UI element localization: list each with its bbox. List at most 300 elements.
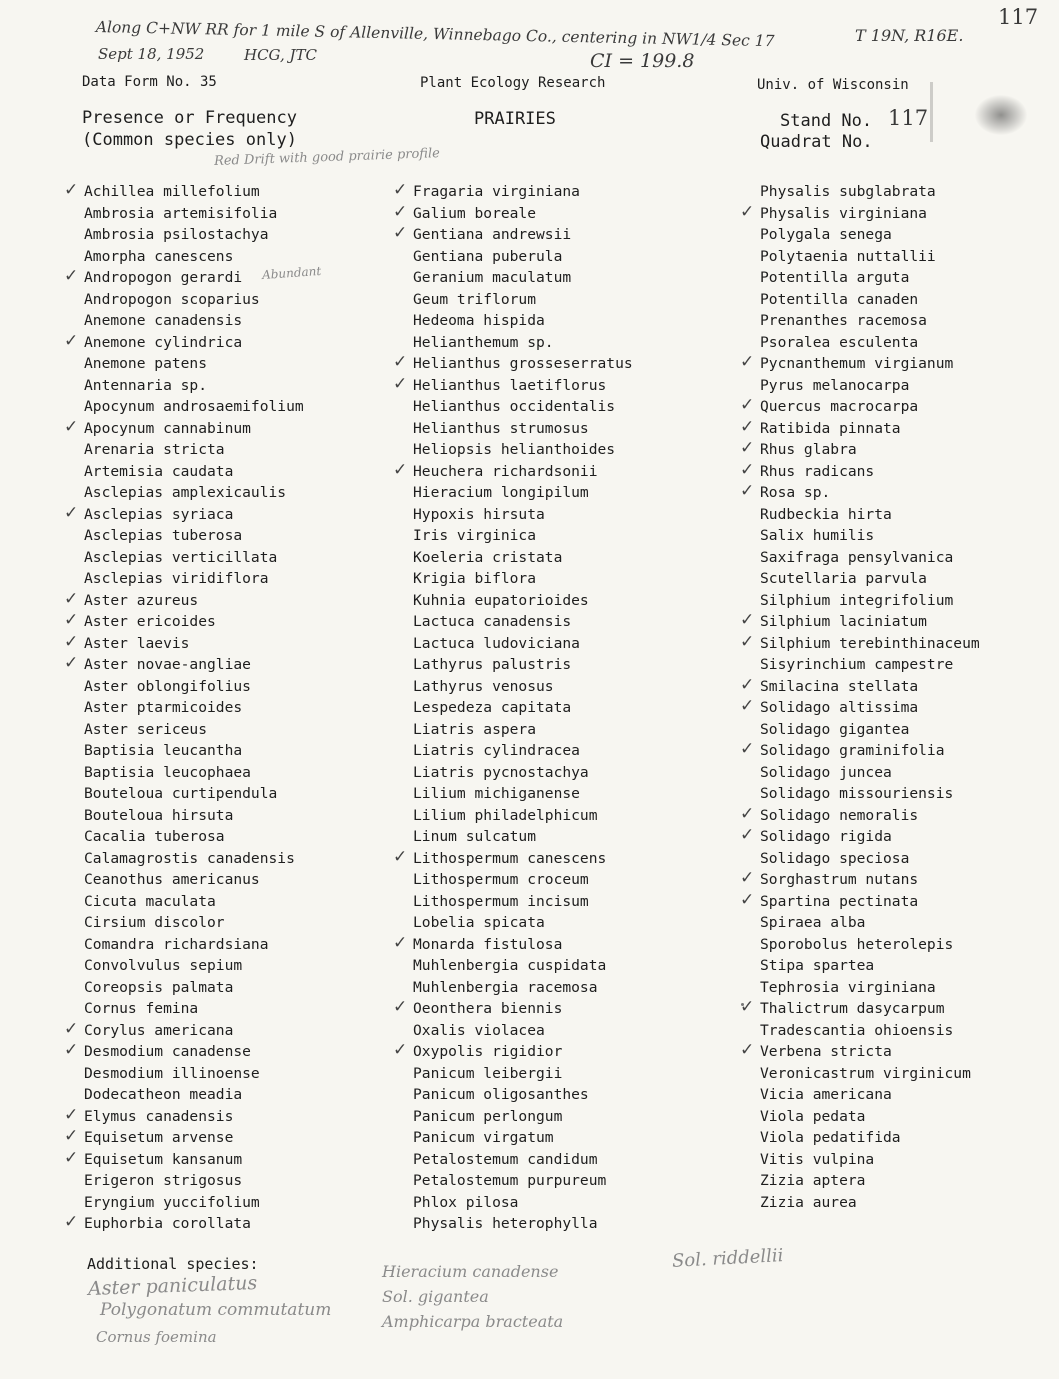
species-row (413, 740, 633, 762)
species-row (740, 696, 980, 719)
species-column-1 (64, 180, 304, 1235)
species-name: Aster azureus (84, 591, 199, 609)
check-mark-icon: ✓ (740, 395, 755, 415)
check-mark-icon: ✓ (64, 610, 79, 630)
check-mark-icon: ✓ (740, 825, 755, 845)
margin-mark (930, 82, 933, 142)
check-mark-icon: ✓ (393, 459, 408, 480)
check-mark-icon: ✓ (64, 416, 79, 437)
species-name: Kuhnia eupatorioides (413, 591, 589, 609)
species-name: Anemone patens (84, 355, 208, 372)
species-name: Ambrosia psilostachya (84, 226, 269, 243)
species-row (740, 416, 980, 440)
ci-note: CI = 199.8 (590, 50, 695, 72)
check-mark-icon: ✓ (740, 1040, 755, 1060)
additional-species-3: Cornus foemina (96, 1328, 217, 1346)
check-mark-icon: ✓ (393, 997, 408, 1017)
species-name: Spartina pectinata (760, 892, 919, 910)
species-name: Lithospermum croceum (413, 871, 589, 888)
species-name: Koeleria cristata (413, 548, 563, 566)
species-name: Psoralea esculenta (760, 333, 919, 351)
check-mark-icon: ✓ (393, 180, 408, 200)
species-name: Anemone cylindrica (84, 333, 243, 351)
species-row (413, 504, 633, 526)
species-row (413, 590, 633, 612)
species-row (760, 1063, 980, 1085)
species-row (64, 1126, 304, 1149)
species-name: Veronicastrum virginicum (760, 1064, 971, 1082)
township-note: T 19N, R16E. (855, 26, 964, 45)
species-row (740, 631, 980, 655)
species-name: Lilium philadelphicum (413, 806, 598, 824)
species-name: Silphium integrifolium (760, 591, 954, 609)
species-row (413, 289, 633, 311)
species-name: Solidago speciosa (760, 849, 910, 867)
species-name: Lactuca ludoviciana (413, 634, 580, 652)
species-row (740, 610, 980, 633)
species-row (64, 653, 304, 676)
species-name: Prenanthes racemosa (760, 312, 927, 329)
species-row (413, 762, 633, 784)
species-row (413, 783, 633, 805)
species-name: Erigeron strigosus (84, 1172, 243, 1189)
species-name: Helianthus strumosus (413, 419, 589, 437)
species-row (413, 418, 633, 440)
species-name: Smilacina stellata (760, 677, 919, 695)
species-name: Potentilla canaden (760, 290, 919, 308)
species-column-2 (393, 180, 633, 1235)
species-name: Lithospermum canescens (413, 849, 607, 867)
species-row (84, 568, 304, 590)
species-row (84, 246, 304, 268)
species-row (64, 1104, 304, 1128)
species-row (413, 1213, 633, 1235)
check-mark-icon: ✓ (64, 1147, 79, 1168)
species-row (760, 955, 980, 977)
species-name: Aster laevis (84, 634, 190, 652)
species-row (64, 1147, 304, 1171)
species-name: Solidago juncea (760, 763, 892, 781)
species-row (84, 547, 304, 569)
species-row (413, 547, 633, 569)
species-row (760, 1192, 980, 1214)
additional-species-6: Amphicarpa bracteata (382, 1312, 564, 1331)
species-name: Heuchera richardsonii (413, 462, 598, 480)
species-row (413, 310, 633, 332)
species-name: Coreopsis palmata (84, 978, 234, 996)
species-row (84, 869, 304, 891)
species-row (760, 912, 980, 934)
species-row (413, 396, 633, 418)
species-name: Ceanothus americanus (84, 871, 260, 888)
species-name: Zizia aptera (760, 1172, 866, 1189)
location-note: Along C+NW RR for 1 mile S of Allenville, Winnebago Co., centering in NW1/4 Sec 17 (95, 18, 775, 51)
species-row (393, 201, 633, 225)
species-name: Cicuta maculata (84, 892, 216, 910)
species-row (84, 912, 304, 934)
species-row (64, 631, 304, 655)
page-number: 117 (998, 5, 1039, 29)
species-row (740, 803, 980, 827)
species-name: Comandra richardsiana (84, 935, 269, 953)
species-name: Panicum virgatum (413, 1129, 554, 1146)
species-row (393, 932, 633, 956)
species-row (413, 482, 633, 504)
species-row (740, 868, 980, 891)
species-name: Solidago rigida (760, 828, 892, 845)
species-name: Solidago gigantea (760, 720, 910, 738)
species-row (84, 1063, 304, 1085)
species-row (393, 373, 633, 397)
species-row (760, 246, 980, 268)
species-name: Polytaenia nuttallii (760, 247, 936, 265)
check-mark-icon: ✓ (393, 352, 408, 372)
species-name: Helianthemum sp. (413, 333, 554, 351)
check-mark-icon: ✓ (740, 481, 755, 501)
species-row (413, 568, 633, 590)
species-row (740, 352, 980, 375)
species-name: Equisetum kansanum (84, 1150, 243, 1168)
species-name: Apocynum androsaemifolium (84, 398, 304, 415)
species-row (84, 762, 304, 784)
date-note: Sept 18, 1952 (98, 45, 205, 63)
species-row (84, 353, 304, 375)
species-row (413, 1127, 633, 1149)
species-row (64, 588, 304, 612)
species-row (84, 848, 304, 870)
check-mark-icon: ✓ (740, 416, 755, 437)
species-name: Antennaria sp. (84, 376, 208, 394)
check-mark-icon: ✓ (740, 997, 755, 1017)
additional-label: Additional species: (87, 1255, 259, 1273)
species-row (760, 289, 980, 311)
species-name: Artemisia caudata (84, 462, 234, 480)
species-row (413, 955, 633, 977)
species-row (64, 1212, 304, 1235)
species-name: Gentiana andrewsii (413, 226, 572, 243)
species-name: Petalostemum candidum (413, 1150, 598, 1168)
species-name: Cacalia tuberosa (84, 828, 225, 845)
species-row (413, 633, 633, 655)
species-row (760, 934, 980, 956)
species-row (393, 1040, 633, 1063)
check-mark-icon: ✓ (64, 1126, 79, 1146)
species-name: Aster ericoides (84, 613, 216, 630)
species-name: Thalictrum dasycarpum (760, 1000, 945, 1017)
species-name: Oeonthera biennis (413, 1000, 563, 1017)
check-mark-icon: ✓ (740, 739, 755, 759)
species-row (760, 332, 980, 354)
species-name: Vitis vulpina (760, 1150, 875, 1168)
species-name: Anemone canadensis (84, 312, 243, 329)
species-name: Pycnanthemum virgianum (760, 355, 954, 372)
species-row (740, 201, 980, 225)
species-row (740, 739, 980, 762)
species-name: Cirsium discolor (84, 914, 225, 931)
org-label: Plant Ecology Research (420, 75, 606, 91)
species-name: Gentiana puberula (413, 247, 563, 265)
species-row (84, 1084, 304, 1106)
species-name: Potentilla arguta (760, 269, 910, 286)
species-row (740, 395, 980, 418)
species-row (84, 1170, 304, 1192)
species-name: Rosa sp. (760, 484, 831, 501)
species-row (740, 889, 980, 913)
species-row (740, 438, 980, 461)
species-row (740, 459, 980, 483)
species-row (760, 547, 980, 569)
check-mark-icon: ✓ (740, 889, 755, 910)
species-row (413, 1084, 633, 1106)
species-row (84, 805, 304, 827)
species-name: Polygala senega (760, 226, 892, 243)
check-mark-icon: ✓ (393, 1040, 408, 1060)
species-name: Verbena stricta (760, 1043, 892, 1060)
check-mark-icon: ✓ (393, 223, 408, 243)
species-name: Muhlenbergia racemosa (413, 978, 598, 996)
species-name: Galium boreale (413, 204, 537, 222)
species-name: Panicum perlongum (413, 1107, 563, 1125)
species-row (760, 783, 980, 805)
additional-species-2: Polygonatum commutatum (100, 1300, 332, 1320)
species-name: Quercus macrocarpa (760, 398, 919, 415)
species-row (413, 654, 633, 676)
species-row (760, 977, 980, 999)
species-row (393, 459, 633, 483)
check-mark-icon: ✓ (64, 1040, 79, 1060)
species-name: Sorghastrum nutans (760, 871, 919, 888)
species-row (84, 375, 304, 397)
species-name: Equisetum arvense (84, 1129, 234, 1146)
species-row (393, 180, 633, 203)
check-mark-icon: ✓ (64, 266, 79, 286)
presence-line-2: (Common species only) (82, 130, 297, 150)
check-mark-icon: ✓ (740, 201, 755, 222)
species-row (413, 1149, 633, 1171)
species-name: Helianthus grosseserratus (413, 355, 633, 372)
check-mark-icon: ✓ (64, 1104, 79, 1125)
species-name: Solidago graminifolia (760, 742, 945, 759)
species-name: Iris virginica (413, 527, 537, 544)
species-name: Ambrosia artemisifolia (84, 204, 278, 222)
species-name: Aster oblongifolius (84, 677, 251, 695)
check-mark-icon: ✓ (740, 868, 755, 888)
species-row (760, 1170, 980, 1192)
species-name: Rhus glabra (760, 441, 857, 458)
species-row (393, 997, 633, 1020)
species-row (64, 330, 304, 354)
species-row (84, 955, 304, 977)
species-name: Linum sulcatum (413, 828, 537, 845)
check-mark-icon: ✓ (740, 696, 755, 716)
check-mark-icon: ✓ (64, 653, 79, 673)
species-row (84, 676, 304, 698)
species-row (413, 1170, 633, 1192)
species-name: Asclepias viridiflora (84, 570, 269, 587)
species-row (760, 1084, 980, 1106)
species-name: Silphium terebinthinaceum (760, 634, 980, 652)
species-row (413, 439, 633, 461)
species-name: Phlox pilosa (413, 1193, 519, 1211)
species-name: Asclepias verticillata (84, 548, 278, 566)
species-name: Heliopsis helianthoides (413, 441, 616, 458)
check-mark-icon: ✓ (740, 352, 755, 372)
species-row (740, 997, 980, 1020)
species-name: Solidago altissima (760, 699, 919, 716)
check-mark-icon: ✓ (64, 588, 79, 609)
species-name: Geranium maculatum (413, 269, 572, 286)
species-row (760, 654, 980, 676)
species-row (413, 891, 633, 913)
univ-label: Univ. of Wisconsin (757, 77, 909, 93)
species-row (84, 783, 304, 805)
abundant-note: Abundant (261, 263, 322, 283)
species-row (84, 719, 304, 741)
presence-line-1: Presence or Frequency (82, 108, 297, 128)
species-row (760, 1127, 980, 1149)
species-row (84, 310, 304, 332)
species-name: Physalis heterophylla (413, 1215, 598, 1232)
species-row (413, 1192, 633, 1214)
species-row (760, 719, 980, 741)
species-name: Sisyrinchium campestre (760, 656, 954, 673)
species-name: Lilium michiganense (413, 785, 580, 802)
species-row (760, 568, 980, 590)
species-row (413, 805, 633, 827)
species-row (413, 826, 633, 848)
species-row (84, 482, 304, 504)
species-row (84, 203, 304, 225)
species-name: Lithospermum incisum (413, 892, 589, 910)
species-row (64, 416, 304, 440)
check-mark-icon: ✓ (393, 201, 408, 222)
species-row (84, 998, 304, 1020)
species-row (413, 869, 633, 891)
species-name: Rhus radicans (760, 462, 875, 480)
species-row (413, 267, 633, 289)
species-name: Tephrosia virginiana (760, 978, 936, 996)
species-name: Aster novae-angliae (84, 656, 251, 673)
species-row (760, 762, 980, 784)
species-name: Apocynum cannabinum (84, 419, 251, 437)
species-row (413, 1063, 633, 1085)
species-name: Hypoxis hirsuta (413, 505, 545, 523)
additional-species-1: Aster paniculatus (87, 1272, 258, 1300)
species-row (84, 396, 304, 418)
check-mark-icon: ✓ (740, 438, 755, 458)
check-mark-icon: ✓ (740, 631, 755, 652)
species-name: Physalis subglabrata (760, 183, 936, 200)
species-name: Hedeoma hispida (413, 312, 545, 329)
additional-species-5: Sol. gigantea (382, 1287, 489, 1306)
species-row (84, 740, 304, 762)
species-row (413, 1020, 633, 1042)
species-name: Aster ptarmicoides (84, 699, 243, 716)
species-row (413, 912, 633, 934)
species-row (740, 1040, 980, 1063)
species-row (64, 180, 304, 203)
species-row (413, 1106, 633, 1128)
species-row (64, 266, 304, 289)
species-row (760, 181, 980, 203)
species-name: Monarda fistulosa (413, 935, 563, 953)
species-name: Petalostemum purpureum (413, 1172, 607, 1189)
species-name: Lathyrus venosus (413, 677, 554, 695)
species-name: Panicum leibergii (413, 1064, 563, 1082)
check-mark-icon: ✓ (740, 610, 755, 630)
species-name: Desmodium canadense (84, 1043, 251, 1060)
species-name: Muhlenbergia cuspidata (413, 957, 607, 974)
species-row (64, 502, 304, 526)
species-row (413, 246, 633, 268)
species-name: Lespedeza capitata (413, 699, 572, 716)
check-mark-icon: ✓ (64, 502, 79, 523)
species-name: Bouteloua curtipendula (84, 785, 278, 802)
species-row (413, 697, 633, 719)
species-row (760, 1106, 980, 1128)
species-name: Euphorbia corollata (84, 1215, 251, 1232)
species-name: Andropogon scoparius (84, 290, 260, 308)
species-row (84, 439, 304, 461)
species-name: Asclepias syriaca (84, 505, 234, 523)
species-row (84, 525, 304, 547)
quadrat-label: Quadrat No. (760, 132, 873, 152)
species-name: Dodecatheon meadia (84, 1086, 243, 1103)
form-label: Data Form No. 35 (82, 74, 217, 90)
check-mark-icon: ✓ (393, 932, 408, 953)
species-row (84, 977, 304, 999)
stand-number: 117 (888, 106, 929, 130)
species-row (760, 267, 980, 289)
species-name: Calamagrostis canadensis (84, 849, 295, 867)
species-name: Convolvulus sepium (84, 957, 243, 974)
species-name: Helianthus laetiflorus (413, 376, 607, 394)
collectors-note: HCG, JTC (244, 46, 318, 64)
check-mark-icon: ✓ (740, 459, 755, 480)
species-name: Solidago nemoralis (760, 806, 919, 824)
species-name: Desmodium illinoense (84, 1064, 260, 1082)
species-row (64, 610, 304, 633)
species-name: Pyrus melanocarpa (760, 376, 910, 394)
species-name: Fragaria virginiana (413, 183, 580, 200)
species-row (413, 719, 633, 741)
species-name: Baptisia leucophaea (84, 763, 251, 781)
species-name: Panicum oligosanthes (413, 1086, 589, 1103)
species-name: Liatris cylindracea (413, 742, 580, 759)
species-name: Vicia americana (760, 1086, 892, 1103)
species-name: Bouteloua hirsuta (84, 806, 234, 824)
species-row (84, 826, 304, 848)
species-name: Tradescantia ohioensis (760, 1021, 954, 1039)
species-row (84, 1192, 304, 1214)
species-row (413, 332, 633, 354)
species-row (760, 848, 980, 870)
species-name: Asclepias tuberosa (84, 527, 243, 544)
species-name: Zizia aurea (760, 1193, 857, 1211)
species-name: Salix humilis (760, 527, 875, 544)
species-row (760, 504, 980, 526)
stand-label: Stand No. (780, 111, 873, 131)
species-name: Elymus canadensis (84, 1107, 234, 1125)
check-mark-icon: ✓ (393, 846, 408, 867)
species-row (84, 224, 304, 246)
species-row (393, 846, 633, 870)
species-row (740, 825, 980, 848)
species-name: Spiraea alba (760, 914, 866, 931)
species-name: Oxypolis rigidior (413, 1043, 563, 1060)
species-row (84, 934, 304, 956)
species-name: Physalis virginiana (760, 204, 927, 222)
